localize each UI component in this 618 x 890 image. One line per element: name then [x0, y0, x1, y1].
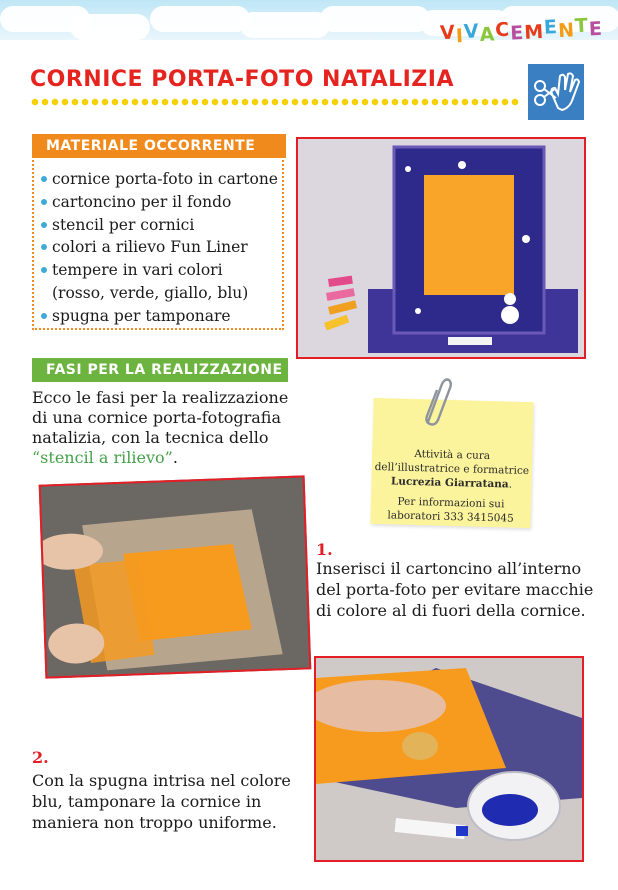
hand-scissors-icon: [528, 64, 584, 120]
brand-letter: A: [479, 23, 496, 47]
materials-item: spugna per tamponare: [40, 305, 278, 328]
note-author: Lucrezia Giarratana: [390, 475, 509, 491]
page-title: CORNICE PORTA-FOTO NATALIZIA: [30, 67, 454, 92]
credit-note-text: [370, 446, 532, 526]
step-1-number: 1.: [316, 540, 333, 559]
cloud-shape: [70, 14, 150, 40]
brand-letter: V: [439, 21, 457, 45]
technique-highlight: “stencil a rilievo”: [32, 448, 173, 467]
materials-list: [40, 168, 278, 328]
brand-letter: M: [523, 20, 545, 44]
brand-letter: E: [588, 17, 604, 41]
brand-letter: V: [463, 20, 481, 44]
step-2-text: Con la spugna intrisa nel colore blu, tamponare la cornice in maniera non troppo uniforme.: [32, 771, 291, 832]
brand-letter: I: [455, 25, 465, 48]
note-line-1: Attività a cura: [414, 448, 491, 462]
intro-end: .: [172, 448, 178, 467]
paperclip-icon: [418, 376, 452, 432]
materials-item: stencil per cornici: [40, 214, 278, 237]
materials-item: cornice porta-foto in cartone: [40, 168, 278, 191]
brand-letter: N: [557, 19, 576, 43]
intro-text: Ecco le fasi per la realizzazione di una cornice porta-fotografia natalizia, con la tecnica dello: [32, 388, 289, 447]
frame-photo: [296, 137, 586, 359]
step-2-number: 2.: [32, 748, 49, 767]
brand-letter: E: [543, 16, 559, 39]
materials-item: colori a rilievo Fun Liner: [40, 236, 278, 259]
brand-letter: T: [574, 14, 590, 38]
note-line-4: laboratori 333 3415045: [387, 509, 514, 525]
note-line-3: Per informazioni sui: [397, 495, 505, 511]
materials-item: cartoncino per il fondo: [40, 191, 278, 214]
step-2-photo: [314, 656, 584, 862]
materials-item: tempere in vari colori: [40, 259, 278, 282]
brand-letter: C: [494, 18, 511, 42]
step-1-text: Inserisci il cartoncino all’interno del porta-foto per evitare macchie di colore al di fuori della cornice.: [316, 559, 594, 620]
title-underline: [30, 97, 520, 107]
phases-intro: [32, 388, 292, 468]
materials-heading: MATERIALE OCCORRENTE: [32, 134, 286, 158]
brand-letter: E: [509, 21, 525, 45]
note-author-line: Lucrezia Giarratana.: [390, 475, 513, 491]
cloud-shape: [150, 6, 250, 32]
credit-note: [370, 398, 533, 528]
cloud-shape: [320, 6, 430, 32]
step-1-photo: [39, 475, 312, 678]
cloud-shape: [240, 12, 330, 38]
note-line-2: dell’illustratrice e formatrice: [374, 460, 530, 478]
phases-heading: FASI PER LA REALIZZAZIONE: [32, 358, 288, 382]
brand-logo: [440, 16, 604, 46]
materials-item: (rosso, verde, giallo, blu): [52, 283, 249, 302]
